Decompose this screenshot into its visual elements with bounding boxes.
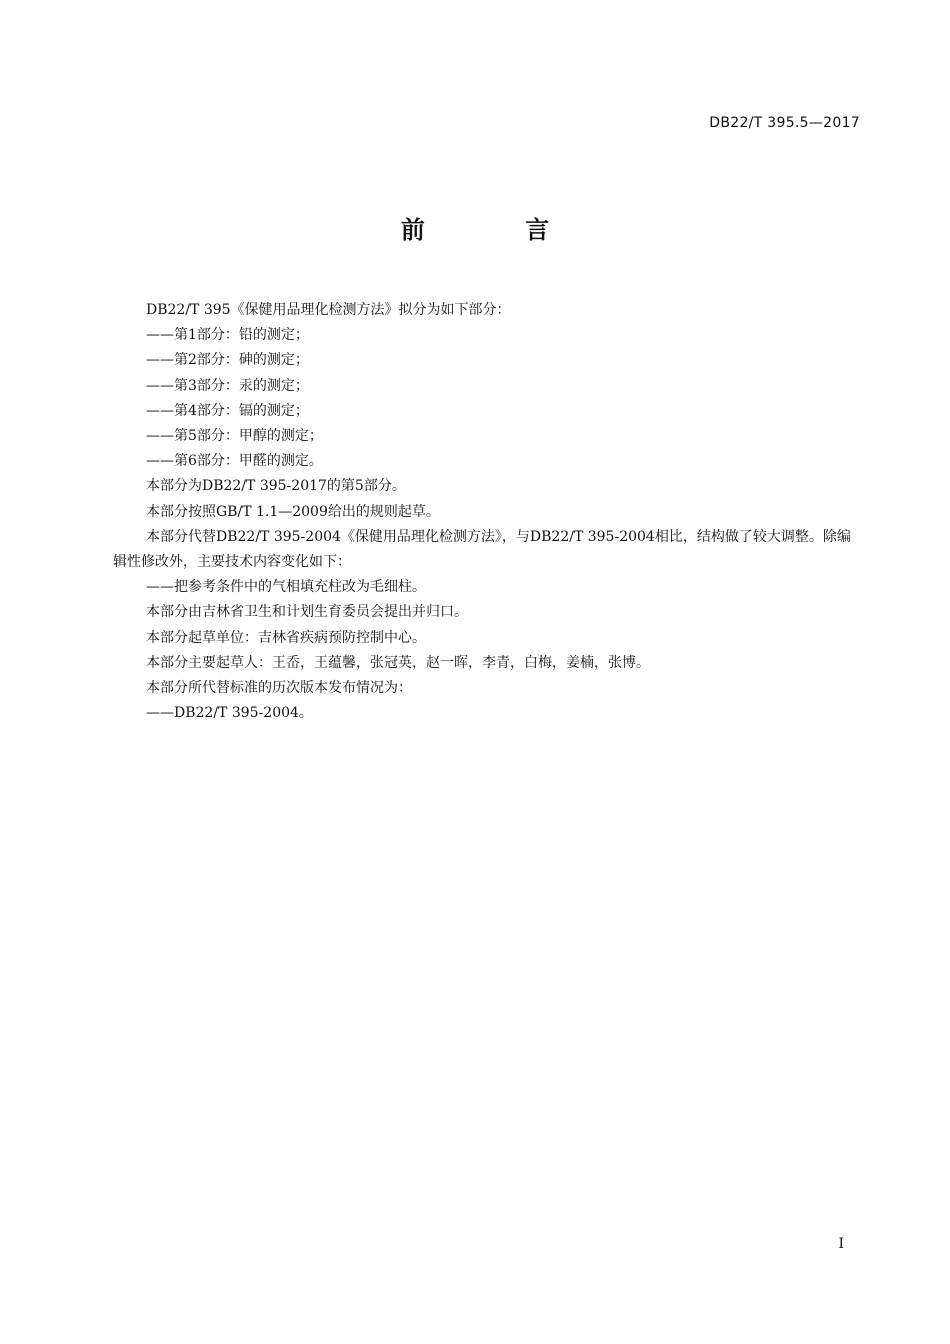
list-item: ——第4部分：镉的测定； [146,402,309,419]
page-title: 前 言 [400,216,596,244]
paragraph: 本部分为DB22/T 395-2017的第5部分。 [146,478,406,495]
list-item: ——第6部分：甲醛的测定。 [146,453,323,470]
document-code: DB22/T 395.5—2017 [709,115,860,131]
list-item: ——把参考条件中的气相填充柱改为毛细柱。 [146,579,426,596]
list-item: ——第1部分：铅的测定； [146,327,309,344]
paragraph: 本部分起草单位：吉林省疾病预防控制中心。 [146,629,426,646]
paragraph: 本部分所代替标准的历次版本发布情况为： [146,680,412,697]
paragraph: 本部分按照GB/T 1.1—2009给出的规则起草。 [146,503,440,520]
list-item: ——第5部分：甲醇的测定； [146,428,323,445]
paragraph: 本部分代替DB22/T 395-2004《保健用品理化检测方法》，与DB22/T 395-2004相比，结构做了较大调整。除编辑性修改外，主要技术内容变化如下： [113,528,851,571]
list-item: ——第3部分：汞的测定； [146,377,309,394]
paragraph: 本部分由吉林省卫生和计划生育委员会提出并归口。 [146,604,468,621]
list-item: ——第2部分：砷的测定； [146,352,309,369]
paragraph: 本部分主要起草人：王岙，王蕴馨，张冠英，赵一晖，李青，白梅，姜楠，张博。 [146,654,650,671]
page-number: I [838,1236,844,1252]
foreword-body [113,298,861,726]
list-item: ——DB22/T 395-2004。 [146,705,313,722]
paragraph: DB22/T 395《保健用品理化检测方法》拟分为如下部分： [146,302,511,318]
